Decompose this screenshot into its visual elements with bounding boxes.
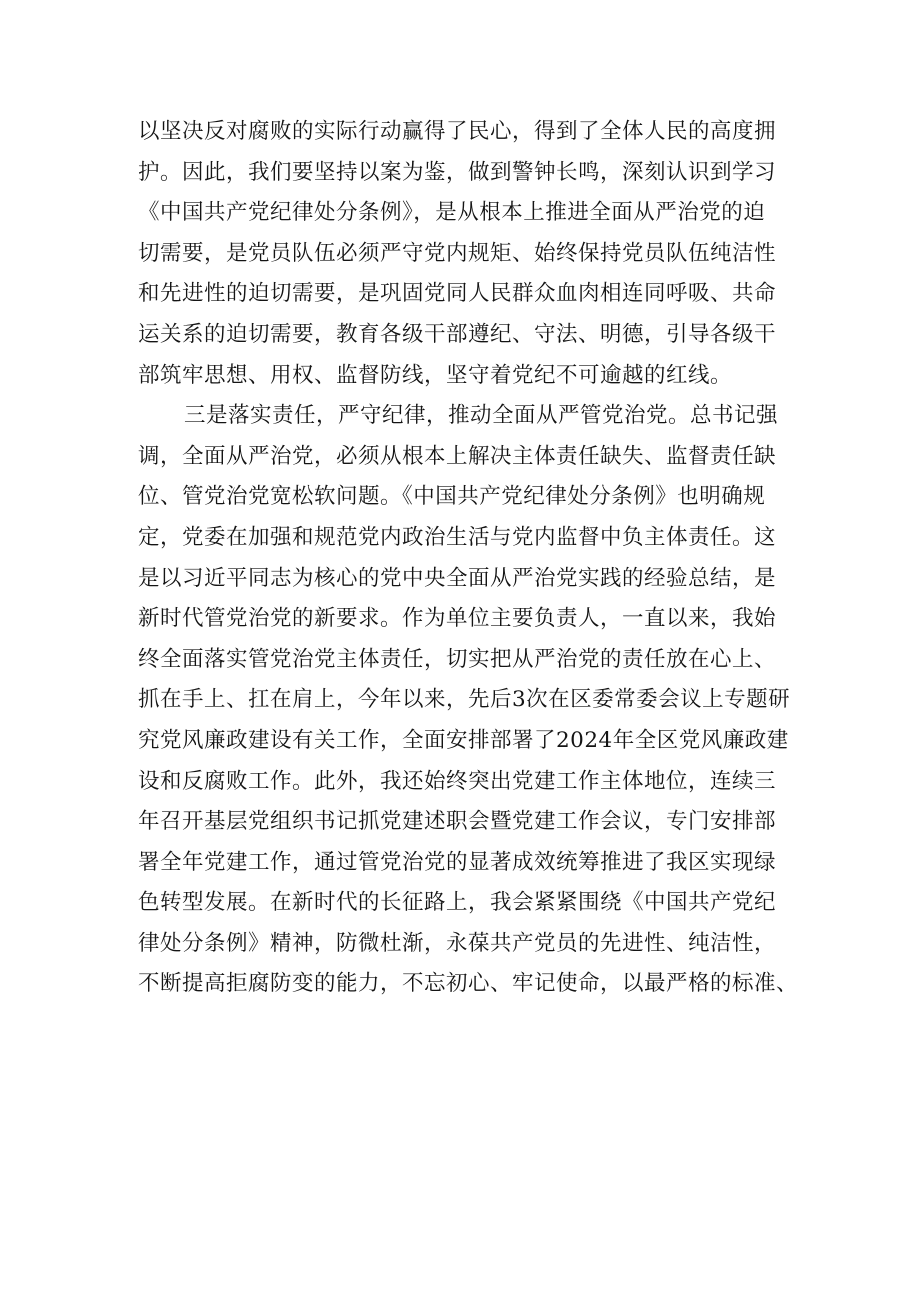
text-line: 律处分条例》精神，防微杜渐，永葆共产党员的先进性、纯洁性， [138, 930, 777, 956]
text-line: 署全年党建工作，通过管党治党的显著成效统筹推进了我区实现绿 [138, 849, 777, 875]
text-line: 运关系的迫切需要，教育各级干部遵纪、守法、明德，引导各级干 [138, 321, 777, 347]
body-text [138, 112, 799, 1005]
text-line: 抓在手上、扛在肩上，今年以来，先后3次在区委常委会议上专题研 [138, 687, 791, 713]
text-line: 调，全面从严治党，必须从根本上解决主体责任缺失、监督责任缺 [138, 443, 777, 469]
text-line: 色转型发展。在新时代的长征路上，我会紧紧围绕《中国共产党纪 [138, 890, 777, 916]
text-line: 不断提高拒腐防变的能力，不忘初心、牢记使命，以最严格的标准、 [138, 971, 799, 997]
text-line: 定，党委在加强和规范党内政治生活与党内监督中负主体责任。这 [138, 524, 777, 550]
paragraph-start-line: 三是落实责任，严守纪律，推动全面从严管党治党。总书记强 [184, 403, 779, 429]
text-line: 护。因此，我们要坚持以案为鉴，做到警钟长鸣，深刻认识到学习 [138, 159, 777, 185]
text-line: 和先进性的迫切需要，是巩固党同人民群众血肉相连同呼吸、共命 [138, 281, 777, 307]
text-line: 位、管党治党宽松软问题。《中国共产党纪律处分条例》也明确规 [138, 484, 766, 510]
text-line: 是以习近平同志为核心的党中央全面从严治党实践的经验总结，是 [138, 565, 777, 591]
text-line: 以坚决反对腐败的实际行动赢得了民心，得到了全体人民的高度拥 [138, 119, 777, 144]
text-line: 终全面落实管党治党主体责任，切实把从严治党的责任放在心上、 [138, 646, 777, 672]
text-line: 年召开基层党组织书记抓党建述职会暨党建工作会议，专门安排部 [138, 809, 777, 835]
text-line: 部筑牢思想、用权、监督防线，坚守着党纪不可逾越的红线。 [138, 362, 733, 388]
text-line: 《中国共产党纪律处分条例》，是从根本上推进全面从严治党的迫 [138, 200, 766, 226]
text-line: 设和反腐败工作。此外，我还始终突出党建工作主体地位，连续三 [138, 768, 777, 794]
text-line: 切需要，是党员队伍必须严守党内规矩、始终保持党员队伍纯洁性 [138, 240, 777, 266]
text-line: 新时代管党治党的新要求。作为单位主要负责人，一直以来，我始 [138, 606, 777, 632]
text-line: 究党风廉政建设有关工作，全面安排部署了2024年全区党风廉政建 [138, 727, 789, 753]
